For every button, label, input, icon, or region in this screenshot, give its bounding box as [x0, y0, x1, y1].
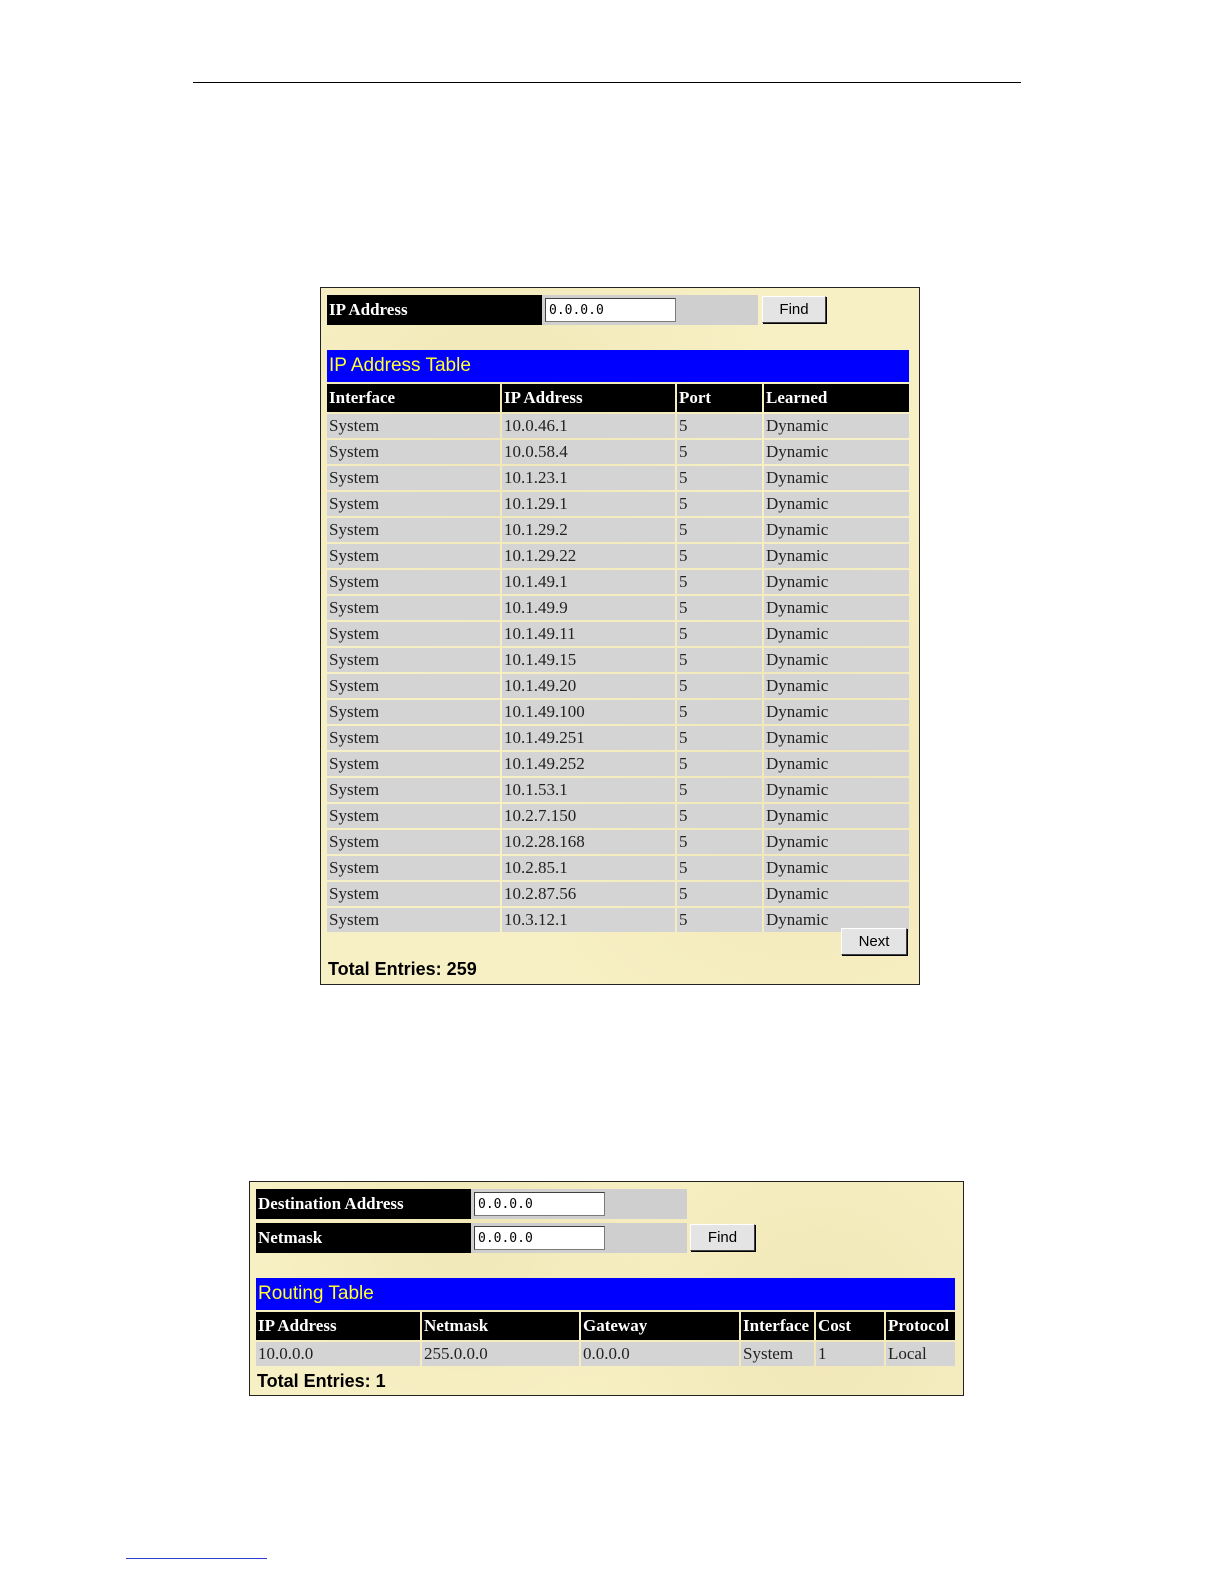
- table-cell: Dynamic: [764, 726, 909, 750]
- table-cell: 5: [677, 908, 762, 932]
- table-cell: 10.0.0.0: [256, 1342, 420, 1366]
- table-cell: Dynamic: [764, 830, 909, 854]
- column-header: Protocol: [886, 1312, 955, 1340]
- table-cell: Dynamic: [764, 648, 909, 672]
- column-header: Interface: [741, 1312, 814, 1340]
- page-top-rule: [193, 82, 1021, 83]
- table-cell: 10.1.49.1: [502, 570, 675, 594]
- routing-find-button[interactable]: Find: [690, 1224, 755, 1251]
- table-cell: System: [327, 674, 500, 698]
- table-cell: 10.2.87.56: [502, 882, 675, 906]
- table-cell: Dynamic: [764, 856, 909, 880]
- column-header: IP Address: [502, 384, 675, 412]
- routing-total-entries: Total Entries: 1: [257, 1371, 386, 1391]
- table-cell: 5: [677, 856, 762, 880]
- table-cell: 5: [677, 570, 762, 594]
- table-cell: 10.2.28.168: [502, 830, 675, 854]
- ip-address-table-title: IP Address Table: [327, 350, 909, 382]
- table-cell: System: [327, 752, 500, 776]
- table-cell: 10.0.46.1: [502, 414, 675, 438]
- ip-find-button[interactable]: Find: [762, 296, 826, 323]
- table-cell: 10.1.29.2: [502, 518, 675, 542]
- ip-address-search-label: IP Address: [327, 295, 542, 325]
- table-cell: Local: [886, 1342, 955, 1366]
- column-header: IP Address: [256, 1312, 420, 1340]
- routing-panel: [249, 1181, 964, 1396]
- table-cell: 5: [677, 622, 762, 646]
- table-cell: System: [327, 518, 500, 542]
- table-cell: System: [327, 648, 500, 672]
- table-cell: 5: [677, 440, 762, 464]
- table-cell: System: [327, 856, 500, 880]
- column-header: Port: [677, 384, 762, 412]
- table-cell: Dynamic: [764, 518, 909, 542]
- table-cell: 5: [677, 518, 762, 542]
- table-cell: Dynamic: [764, 570, 909, 594]
- table-cell: System: [741, 1342, 814, 1366]
- table-cell: Dynamic: [764, 752, 909, 776]
- table-cell: System: [327, 882, 500, 906]
- table-cell: 5: [677, 596, 762, 620]
- column-header: Interface: [327, 384, 500, 412]
- table-cell: Dynamic: [764, 466, 909, 490]
- table-cell: Dynamic: [764, 622, 909, 646]
- table-cell: 255.0.0.0: [422, 1342, 579, 1366]
- table-cell: 0.0.0.0: [581, 1342, 739, 1366]
- table-cell: 5: [677, 830, 762, 854]
- next-button[interactable]: Next: [841, 928, 907, 955]
- table-cell: 5: [677, 648, 762, 672]
- ip-address-panel: [320, 287, 920, 985]
- table-cell: 10.1.49.9: [502, 596, 675, 620]
- table-cell: System: [327, 492, 500, 516]
- table-cell: System: [327, 440, 500, 464]
- table-cell: 10.1.53.1: [502, 778, 675, 802]
- table-cell: System: [327, 908, 500, 932]
- table-cell: 10.1.23.1: [502, 466, 675, 490]
- table-cell: 1: [816, 1342, 884, 1366]
- table-cell: Dynamic: [764, 414, 909, 438]
- table-cell: Dynamic: [764, 492, 909, 516]
- table-cell: 10.1.49.20: [502, 674, 675, 698]
- table-cell: System: [327, 830, 500, 854]
- table-cell: 5: [677, 492, 762, 516]
- table-cell: Dynamic: [764, 804, 909, 828]
- table-cell: 5: [677, 466, 762, 490]
- table-cell: System: [327, 466, 500, 490]
- table-cell: 5: [677, 882, 762, 906]
- table-cell: 5: [677, 700, 762, 724]
- table-cell: System: [327, 726, 500, 750]
- table-cell: 5: [677, 674, 762, 698]
- table-cell: 5: [677, 414, 762, 438]
- table-cell: System: [327, 596, 500, 620]
- table-cell: 10.1.29.1: [502, 492, 675, 516]
- column-header: Cost: [816, 1312, 884, 1340]
- table-cell: 10.3.12.1: [502, 908, 675, 932]
- column-header: Netmask: [422, 1312, 579, 1340]
- table-cell: System: [327, 414, 500, 438]
- table-cell: 5: [677, 778, 762, 802]
- table-cell: Dynamic: [764, 700, 909, 724]
- table-cell: 10.1.49.11: [502, 622, 675, 646]
- table-cell: 10.2.7.150: [502, 804, 675, 828]
- table-cell: Dynamic: [764, 908, 909, 932]
- ip-address-search-input[interactable]: [545, 298, 676, 322]
- table-cell: System: [327, 778, 500, 802]
- destination-address-input[interactable]: [474, 1192, 605, 1216]
- table-cell: Dynamic: [764, 596, 909, 620]
- table-cell: 5: [677, 544, 762, 568]
- column-header: Learned: [764, 384, 909, 412]
- ip-total-entries: Total Entries: 259: [328, 959, 477, 979]
- table-cell: 5: [677, 752, 762, 776]
- table-cell: 10.1.29.22: [502, 544, 675, 568]
- table-cell: System: [327, 804, 500, 828]
- table-cell: System: [327, 622, 500, 646]
- table-cell: Dynamic: [764, 674, 909, 698]
- netmask-input[interactable]: [474, 1226, 605, 1250]
- destination-address-label: Destination Address: [256, 1189, 471, 1219]
- table-cell: 10.0.58.4: [502, 440, 675, 464]
- netmask-label: Netmask: [256, 1223, 471, 1253]
- table-cell: 10.1.49.100: [502, 700, 675, 724]
- footer-link-underline: [126, 1558, 267, 1559]
- table-cell: 10.1.49.252: [502, 752, 675, 776]
- table-cell: Dynamic: [764, 544, 909, 568]
- column-header: Gateway: [581, 1312, 739, 1340]
- table-cell: 5: [677, 726, 762, 750]
- routing-table-title: Routing Table: [256, 1278, 955, 1310]
- table-cell: System: [327, 700, 500, 724]
- table-cell: 10.1.49.251: [502, 726, 675, 750]
- table-cell: Dynamic: [764, 882, 909, 906]
- table-cell: Dynamic: [764, 440, 909, 464]
- table-cell: System: [327, 570, 500, 594]
- table-cell: 10.1.49.15: [502, 648, 675, 672]
- table-cell: 5: [677, 804, 762, 828]
- table-cell: System: [327, 544, 500, 568]
- table-cell: 10.2.85.1: [502, 856, 675, 880]
- table-cell: Dynamic: [764, 778, 909, 802]
